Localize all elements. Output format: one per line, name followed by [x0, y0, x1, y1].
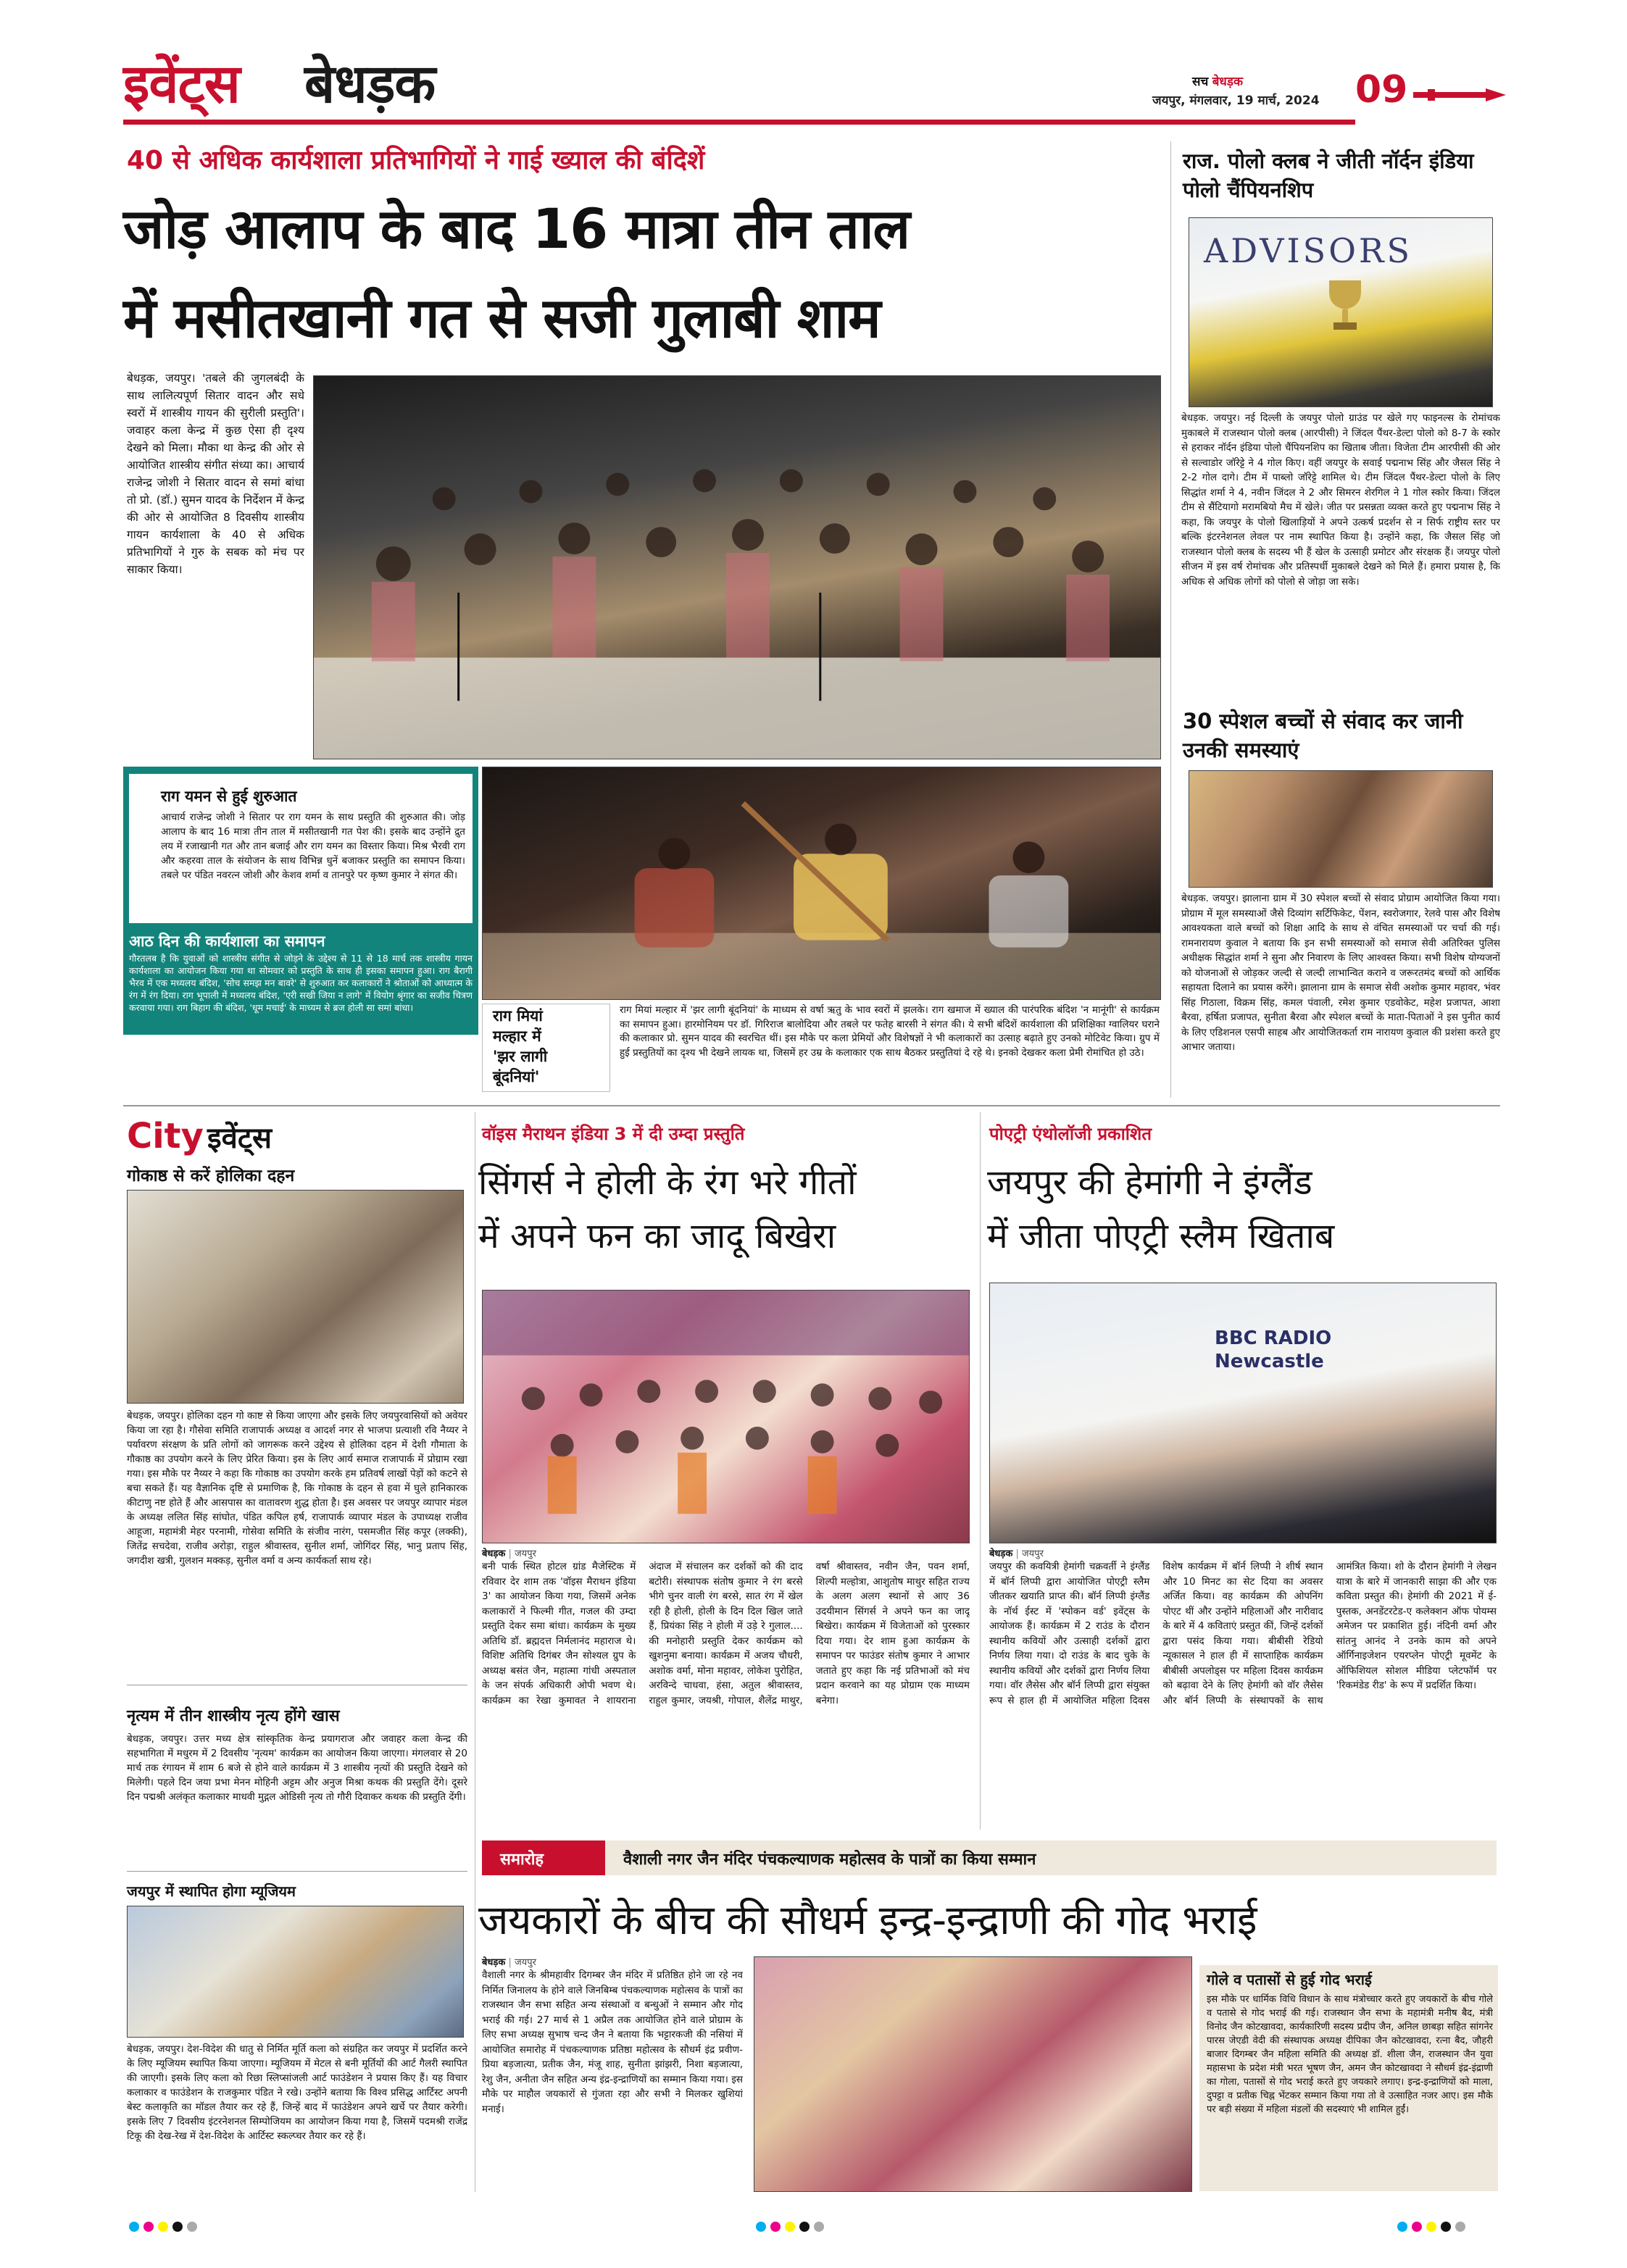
tagline-prefix: सच — [1192, 75, 1209, 89]
lead-kicker: 40 से अधिक कार्यशाला प्रतिभागियों ने गाई ख्याल की बंदिशें — [127, 146, 705, 175]
lead-headline-line1: जोड़ आलाप के बाद 16 मात्रा तीन ताल — [123, 196, 910, 261]
lead-tail-text: राग मियां मल्हार में 'झर लागी बूंदनियां' के माध्यम से वर्षा ऋतु के भाव स्वरों में झलके। राग खमाज में ख्याल की पारंपरिक बंदिश 'न मानूंगी' से कार्यक्रम का समापन हुआ। हारमोनियम पर डॉ. गिरिराज बालोदिया और तबले पर फतेह बारसी ने संगत की। ये सभी बंदिशें कार्यशाला की प्रशिक्षिका ग्वालियर घराने की कलाकार प्रो. सुमन यादव की स्वरचित थीं। इस मौके पर कला प्रेमियों और विशेषज्ञों ने भी कलाकारों का उत्साह बढ़ाते हुए उनको मोटिवेट किया। ग्रुप में हुई प्रस्तुतियों का दृश्य भी देखने लायक था, जिसमें हर उम्र के कलाकार एक साथ बैठकर प्रस्तुतियां दे रहे थे। इनको देखकर कला प्रेमी रोमांचित हो उठे। — [620, 1004, 1160, 1059]
poetry-headline-line1: जयपुर की हेमांगी ने इंग्लैंड — [987, 1162, 1312, 1203]
jain-body: वैशाली नगर के श्रीमहावीर दिगम्बर जैन मंदिर में प्रतिष्ठित होने जा रहे नव निर्मित जिनालय के होने वाले जिनबिम्ब पंचकल्याणक महोत्सव के पात्रों का राजस्थान जैन सभा सहित अन्य संस्थाओं व बन्धुओं ने सम्मान और गोद भराई की गई। 27 मार्च से 1 अप्रैल तक आयोजित होने वाले प्रोग्राम के लिए सभा अध्यक्ष सुभाष चन्द जैन ने बताया कि भट्टारकजी की नसियां में आयोजित समारोह में पंचकल्याणक प्रतिष्ठा महोत्सव के सौधर्म इंद्र प्रवीण-प्रिया बड़जात्या, प्रतीक जैन, मंजू शाह, सुनीता झांझरी, निशा बड़जात्या, रेशु जैन, अनीता जैन सहित अन्य इंद्र-इन्द्राणियों का सम्मान किया गया। इस मौके पर माहौल जयकारों से गुंजता रहा और सभी ने मिलकर खुशियां मनाई। — [482, 1969, 743, 2115]
masthead-dateline: जयपुर, मंगलवार, 19 मार्च, 2024 — [1152, 93, 1320, 108]
column-rule-right — [1170, 141, 1171, 1098]
jain-tag-label: समारोह — [500, 1851, 544, 1869]
lead-photo-musicians — [482, 767, 1161, 1000]
masthead-rule — [123, 120, 1355, 125]
magenta-dot-icon — [1412, 2222, 1422, 2232]
voice-body: बनी पार्क स्थित होटल ग्रांड मैजेस्टिक में रविवार देर शाम तक 'वॉइस मैराथन इंडिया 3' का आयोजन किया गया, जिसमें अनेक कलाकारों ने फिल्मी गीत, गजल की उम्दा प्रस्तुति देकर समा बांधा। कार्यक्रम के मुख्य अतिथि डॉ. ब्रह्मदत्त निर्मलानंद महाराज थे। विशिष्ट अतिथि दिगंबर जैन सोश्यल ग्रुप के अध्यक्ष बसंत जैन, महात्मा गांधी अस्पताल के जन संपर्क अधिकारी ओपी भवण थे। कार्यक्रम का रेखा कुमावत ने शायराना अंदाज में संचालन कर दर्शकों को की दाद बटोरी। संस्थापक संतोष कुमार ने रंग बरसे भीगे चुनर वाली रंग बरसे, सात रंग में खेल रही है होली, होली के दिन दिल खिल जाते हैं, प्रियंका सिंह ने होली में उड़े रे गुलाल.... की मनोहारी प्रस्तुति देकर कार्यक्रम को खुशनुमा बनाया। कार्यक्रम में अजय चौधरी, अशोक वर्मा, मोना महावर, लोकेश पुरोहित, अरविन्दे चाधवा, हंसा, अतुल श्रीवास्तव, राहुल कुमार, जयश्री, गोपाल, शैलेंद्र माथुर, वर्षा श्रीवास्तव, नवीन जैन, पवन शर्मा, शिल्पी मल्होत्रा, आशुतोष माथुर सहित राज्य के अलग अलग स्थानों से आए 36 उदयीमान सिंगर्स ने अपने फन का जादू बिखेरा। कार्यक्रम में विजेताओं को पुरस्कार दिया गया। देर शाम हुआ कार्यक्रम के समापन पर फाउंडर संतोष कुमार ने आभार जताते हुए कहा कि नई प्रतिभाओं को मंच प्रदान करवाने का यह प्रोग्राम एक माध्यम बनेगा। — [482, 1561, 970, 1706]
masthead-brand-black: बेधड़क — [304, 53, 436, 115]
poetry-photo — [989, 1283, 1497, 1543]
grey-dot-icon — [814, 2222, 824, 2232]
page-number: 09 — [1355, 68, 1408, 112]
city-museum-head: जयपुर में स्थापित होगा म्यूजियम — [127, 1883, 296, 1900]
city-dance-body: बेधड़क, जयपुर। उत्तर मध्य क्षेत्र सांस्कृतिक केन्द्र प्रयागराज और जवाहर कला केन्द्र की सहभागिता में मधुरम में 2 दिवसीय 'नृत्यम' कार्यक्रम का आयोजन किया जाएगा। मंगलवार से 20 मार्च तक रंगायन में शाम 6 बजे से होने वाले कार्यक्रम में 3 शास्त्रीय नृत्यों की प्रस्तुति देखने को मिलेगी। पहले दिन जया प्रभा मेनन मोहिनी अट्टम और अनुज मिश्रा कथक की प्रस्तुति देंगे। दूसरे दिन पद्मश्री अलंकृत कलाकार माधवी मुद्गल ओडिसी नृत्य तो गौरी दिवाकर कथक की प्रस्तुति देंगी। — [127, 1733, 467, 1803]
column-rule-center — [980, 1112, 981, 1830]
city-museum-divider — [127, 1871, 467, 1872]
black-dot-icon — [172, 2222, 183, 2232]
poetry-byline-city: जयपुर — [1022, 1548, 1044, 1559]
tagline-suffix: बेधड़क — [1212, 75, 1244, 89]
pull-quote-line3: 'झर लागी — [493, 1048, 548, 1065]
city-museum-body: बेधड़क, जयपुर। देश-विदेश की धातु से निर्मित मूर्ति कला को संग्रहित कर जयपुर में प्रदर्शित करने के लिए म्यूजियम स्थापित किया जाएगा। म्यूजियम में मेटल से बनी मूर्तियों की आर्ट गैलरी स्थापित की जाएगी। इसके लिए कला को रिछा स्लिप्सांजली आर्ट फाउंडेशन ने प्रयास किए हैं। यह विचार कलाकार व फाउंडेशन के राजकुमार पंडित ने रखे। उन्होंने बताया कि विश्व प्रसिद्ध आर्टिस्ट अपनी बेस्ट कलाकृति का मॉडल तैयार कर रहे हैं, जिन्हें बाद में फाउंडेशन अपने खर्चे पर तैयार करेगी। इसके लिए 7 दिवसीय इंटरनेशनल सिम्पोजियम का आयोजन किया गया है, जिसमें पदमश्री राजेंद्र टिकू की देख-रेख में देश-विदेश के आर्टिस्ट स्कल्प्चर तैयार कर रहे हैं। — [127, 2043, 467, 2142]
pull-quote-line4: बूंदनियां' — [493, 1068, 540, 1085]
voice-headline-line1: सिंगर्स ने होली के रंग भरे गीतों — [478, 1162, 857, 1203]
polo-headline: राज. पोलो क्लब ने जीती नॉर्दन इंडिया पोलो चैंपियनशिप — [1183, 149, 1474, 202]
voice-photo — [482, 1290, 970, 1543]
voice-kicker: वॉइस मैराथन इंडिया 3 में दी उम्दा प्रस्तुति — [482, 1124, 745, 1144]
yellow-dot-icon — [1426, 2222, 1436, 2232]
voice-byline-bold: बेधड़क — [482, 1548, 506, 1559]
city-logo — [127, 1116, 272, 1156]
polo-photo — [1189, 217, 1493, 407]
box2-title: आठ दिन की कार्यशाला का समापन — [129, 933, 325, 950]
masthead-brand-red: इवेंट्स — [123, 53, 240, 115]
jain-byline — [482, 1955, 536, 1968]
children-body: बेधड़क. जयपुर। झालाना ग्राम में 30 स्पेशल बच्चों से संवाद प्रोग्राम आयोजित किया गया। प्रोग्राम में मूल समस्याओं जैसे दिव्यांग सर्टिफिकेट, पेंशन, स्वरोजगार, रेलवे पास और विशेष आवश्यकता वाले बच्चों को शिक्षा आदि के साथ से वंचित समस्याओं पर चर्चा की गई। रामनारायण कुवाल ने बताया कि इन सभी समस्याओं को समाज सेवी अतिरिक्त पुलिस अधीक्षक सिद्धांत शर्मा ने सुना और निवारण के लिए आश्वस्त किया। सभी विशेष योग्यजनों को योजनाओं से जोड़कर जल्दी से जल्दी लाभान्वित कराने व जरूरतमंद बच्चों को आर्थिक सहायता दिलाने का प्रयास करेंगे। झालाना ग्राम के समाज सेवी अशोक कुमार महावर, भंवर सिंह गिठाला, विक्रम सिंह, कमल पंवाली, रमेश कुमार एडवोकेट, महेश प्रजापत, आशा बैरवा, हर्षिता प्रजापत, सुनीता बैरवा और स्पेशल बच्चों के माता-पिताओं ने इस पुनीत कार्य के लिए एडिशनल एसपी साहब और आयोजितकर्ता राम नारायण कुवाल की प्रशंसा करते हुए आभार जताया। — [1181, 893, 1500, 1053]
box1-text: आचार्य राजेन्द्र जोशी ने सितार पर राग यमन के साथ प्रस्तुति की शुरुआत की। जोड़ आलाप के बाद 16 मात्रा तीन ताल में मसीतखानी गत पेश की। इसके बाद उन्होंने द्रुत लय में रजाखानी गत और तान बजाई और राग यमन का विस्तार किया। मिश्र भैरवी राग और कहरवा ताल के संयोजन के साथ विभिन्न धुनें बजाकर प्रस्तुति का समापन किया। तबले पर पंडित नवरत्न जोशी और केशव शर्मा व तानपुरे पर कृष्ण कुमार ने संगत की। — [161, 812, 465, 881]
jain-photo — [754, 1956, 1192, 2192]
grey-dot-icon — [1455, 2222, 1465, 2232]
cyan-dot-icon — [1397, 2222, 1407, 2232]
city-dance-head: नृत्यम में तीन शास्त्रीय नृत्य होंगे खास — [127, 1707, 340, 1725]
black-dot-icon — [1441, 2222, 1451, 2232]
pull-quote-line2: मल्हार में — [493, 1027, 541, 1045]
polo-photo-text: ADVISORS — [1204, 231, 1413, 270]
registration-marks-left — [127, 2221, 199, 2235]
cyan-dot-icon — [129, 2222, 139, 2232]
jain-byline-city: जयपुर — [515, 1957, 536, 1968]
yellow-dot-icon — [785, 2222, 795, 2232]
pull-quote-line1: राग मियां — [493, 1007, 543, 1025]
jain-headline: जयकारों के बीच की सौधर्म इन्द्र-इन्द्राणी की गोद भराई — [478, 1897, 1257, 1944]
singers-photo-art — [314, 376, 1160, 759]
cyan-dot-icon — [756, 2222, 766, 2232]
poetry-kicker: पोएट्री एंथोलॉजी प्रकाशित — [989, 1124, 1152, 1144]
black-dot-icon — [799, 2222, 810, 2232]
children-headline: 30 स्पेशल बच्चों से संवाद कर जानी उनकी समस्याएं — [1183, 709, 1463, 762]
city-holi-body: बेधड़क, जयपुर। होलिका दहन गो काष्ट से किया जाएगा और इसके लिए जयपुरवासियों को अवेयर किया जा रहा है। गौसेवा समिति राजापार्क अध्यक्ष व आदर्श नगर से भाजपा प्रत्याशी रवि नैय्यर ने पर्यावरण संरक्षण के प्रति लोगों को जागरूक करने उद्देश्य से होलिका दहन में देशी गौमाता के गौकाष्ठ का उपयोग करने के लिए प्रेरित किया। इस के लिए आर्य समाज राजापार्क में प्रोग्राम रखा गया। इस मौके पर नैय्यर ने कहा कि गोकाष्ठ का उपयोग करके हम प्रतिवर्ष लाखों पेड़ों को कटने से बचा सकते हैं। यह वैज्ञानिक दृष्टि से प्रमाणिक है, कि गोकाष्ठ के दहन से हवा में घुले हानिकारक कीटाणु नष्ट होते हैं और आसपास का वातावरण शुद्ध होता है। इस अवसर पर जयपुर व्यापार मंडल के अध्यक्ष ललित सिंह सांघोत, पंडित कपिल हर्ष, राजापार्क व्यापार मंडल के उपाध्यक्ष राजीव आहूजा, महामंत्री मेहर परनामी, गोसेवा समिति के संजीव नारंग, पसमजीत सिंह कपूर (लक्की), जितेंद्र सचदेवा, राजीव अरोड़ा, राहुल श्रीवास्तव, सुनील शर्मा, जोगिंदर सिंह, भानु प्रताप सिंह, जगदीश खत्री, गुलशन मक्कड़, सुनील वर्मा व अन्य कार्यकर्ता साथ रहे। — [127, 1410, 467, 1567]
box2-text: गौरतलब है कि युवाओं को शास्त्रीय संगीत से जोड़ने के उद्देश्य से 11 से 18 मार्च तक शास्त्रीय गायन कार्यशाला का आयोजन किया गया था सोमवार को प्रस्तुति के साथ ही इसका समापन हुआ। राग बैरागी भैरव में एक मध्यलय बंदिश, 'सोच समझ मन बावरे' से शुरुआत कर कलाकारों ने श्रोताओं को आध्यात्म के रंग में रंग दिया। राग भूपाली में मध्यलय बंदिश, 'एरी सखी जिया न लागे' में वियोग श्रृंगार का सजीव चित्रण करवाया गया। राग बिहाग की बंदिश, 'धूम मचाई' के माध्यम से ब्रज होली सा समां बांधा। — [129, 953, 473, 1013]
children-photo — [1189, 770, 1493, 888]
jain-byline-sep: | — [505, 1957, 515, 1968]
trophy-icon — [1323, 276, 1367, 334]
jain-kicker: वैशाली नगर जैन मंदिर पंचकल्याणक महोत्सव के पात्रों का किया सम्मान — [623, 1851, 1036, 1869]
voice-byline — [482, 1546, 536, 1559]
yellow-dot-icon — [158, 2222, 168, 2232]
city-holi-photo — [127, 1190, 464, 1404]
registration-marks-center — [754, 2221, 826, 2235]
jain-box-title: गोले व पतासों से हुई गोद भराई — [1207, 1971, 1372, 1988]
magenta-dot-icon — [143, 2222, 154, 2232]
section-divider-mid — [123, 1105, 1500, 1106]
city-museum-photo — [127, 1906, 464, 2038]
masthead-tagline — [1192, 72, 1243, 89]
jain-byline-bold: बेधड़क — [482, 1957, 506, 1968]
masthead — [123, 43, 1500, 123]
city-holi-head: गोकाष्ठ से करें होलिका दहन — [127, 1167, 295, 1185]
jain-box-text: इस मौके पर धार्मिक विधि विधान के साथ मंत्रोच्चार करते हुए जयकारों के बीच गोले व पतासे से गोद भराई की गई। राजस्थान जैन सभा के महामंत्री मनीष बैद, मंत्री विनोद जैन कोटखावदा, कार्यकारिणी सदस्य प्रदीप जैन, अनिल छाबड़ा सहित सांगनेर पारस जेएडी वेदी की संस्थापक अध्यक्ष दीपिका जैन कोटखावदा, रत्ना बैद, जौहरी बाजार दिगम्बर जैन महिला समिति की अध्यक्ष डॉ. शीला जैन, राजस्थान जैन युवा महासभा के प्रदेश मंत्री भरत भूषण जैन, अमन जैन कोटखावदा ने सौधर्म इंद्र-इंद्राणी का गोला, पतासों से गोद भराई करते हुए जयकारे लगाए। इन्द्र-इन्द्राणियों को माला, दुपट्टा व प्रतीक चिह्न भेंटकर सम्मान किया गया तो वे उत्साहित नजर आए। इस मौके पर बड़ी संख्या में महिला मंडलों की सदस्याएं भी शामिल हुईं। — [1207, 1994, 1493, 2115]
poetry-headline-line2: में जीता पोएट्री स्लैम खिताब — [987, 1216, 1335, 1256]
voice-byline-city: जयपुर — [515, 1548, 536, 1559]
voice-headline-line2: में अपने फन का जादू बिखेरा — [478, 1216, 836, 1256]
lead-photo-singers — [313, 375, 1161, 759]
poetry-byline-bold: बेधड़क — [989, 1548, 1013, 1559]
lead-headline-line2: में मसीतखानी गत से सजी गुलाबी शाम — [123, 285, 881, 350]
magenta-dot-icon — [770, 2222, 781, 2232]
lead-intro: बेधड़क, जयपुर। 'तबले की जुगलबंदी के साथ लालित्यपूर्ण सितार वादन और सधे स्वरों में शास्त्रीय गायन की सुरीली प्रस्तुति'। जवाहर कला केन्द्र में कुछ ऐसा ही दृश्य देखने को मिला। मौका था केन्द्र की ओर से आयोजित शास्त्रीय संगीत संध्या का। आचार्य राजेन्द्र जोशी ने सितार वादन से समां बांधा तो प्रो. (डॉ.) सुमन यादव के निर्देशन में केन्द्र की ओर से आयोजित 8 दिवसीय शास्त्रीय गायन कार्यशाला के 40 से अधिक प्रतिभागियों ने गुरु के सबक को मंच पर साकार किया। — [127, 372, 304, 576]
poetry-body: जयपुर की कवयित्री हेमांगी चक्रवर्ती ने इंग्लैंड में बॉर्न लिप्पी द्वारा आयोजित पोएट्री स्लैम जीतकर खयाति प्राप्त की। बॉर्न लिप्पी इंग्लैंड के नॉर्थ ईस्ट में 'स्पोकन वर्ड' इवेंट्स के आयोजक हैं। कार्यक्रम में 2 राउंड के दौरान स्थानीय कवियों और उत्साही दर्शकों द्वारा निर्णय लिया गया। दो राउंड के बाद चुके के स्थानीय कवियों और दर्शकों द्वारा निर्णय लिया गया। वॉर लैसेस और बॉर्न लिप्पी द्वारा संयुक्त रूप से हाल ही में आयोजित महिला दिवस विशेष कार्यक्रम में बॉर्न लिप्पी ने शीर्ष स्थान और 10 मिनट का सेट दिया का अवसर अर्जित किया। वह कार्यक्रम की ओपनिंग पोएट थीं और उन्होंने महिलाओं और नारीवाद के बारे में 4 कविताएं प्रस्तुत कीं, जिन्हें दर्शकों द्वारा पसंद किया गया। बीबीसी रेडियो न्यूकासल ने हाल ही में साप्ताहिक कार्यक्रम बीबीसी अपलोड्स पर महिला दिवस कार्यक्रम को बढ़ावा देने के लिए हेमांगी को वॉर लैसेस और बॉर्न लिप्पी के संस्थापकों के साथ आमंत्रित किया। शो के दौरान हेमांगी ने लेखन यात्रा के बारे में जानकारी साझा की और एक कविता प्रस्तुत की। हेमांगी की 2021 में ई-पुस्तक, अनडेंटरटेड-ए कलेक्शन ऑफ पोयम्स अमेजन पर प्रकाशित हुई। नंदिनी वर्मा और सांतनु आनंद ने उनके काम को अपने ऑर्गिनाइजेशन एयरप्लेन पोएट्री मूवमेंट के ऑफिशियल सोशल मीडिया प्लेटफॉर्म पर 'रिकमंडेड रीड' के रूप में प्रदर्शित किया। — [989, 1561, 1497, 1706]
voice-byline-sep: | — [505, 1548, 515, 1559]
voice-photo-art — [483, 1291, 969, 1543]
polo-body: बेधड़क. जयपुर। नई दिल्ली के जयपुर पोलो ग्राउंड पर खेले गए फाइनल्स के रोमांचक मुकाबले में राजस्थान पोलो क्लब (आरपीसी) ने जिंदल पैंथर-डेल्टा पोलो को 8-7 के स्कोर से हराकर नॉर्दन इंडिया पोलो चैंपियनशिप का खिताब जीता। विजेता टीम आरपीसी की ओर से सल्वाडोर जॉरेट्टे ने 4 गोल किए। वहीं जयपुर के सवाई पद्मनाभ सिंह और जैसल सिंह ने 2-2 गोल दागे। टीम में पाब्लो जॉरेट्टे शामिल थे। टीम जिंदल पैंथर-डेल्टा पोलो के लिए सिद्धांत शर्मा ने 4, नवीन जिंदल ने 2 और सिमरन शेरगिल ने 1 गोल स्कोर किया। जिंदल टीम से सैंटियागो मरामबियो मैच में खेले। जीत पर प्रसन्नता व्यक्त करते हुए पद्मनाभ सिंह ने कहा, कि जयपुर के पोलो खिलाड़ियों ने अपने उत्कर्ष प्रदर्शन से न सिर्फ राष्ट्रीय स्तर पर बल्कि इंटरनेशनल लेवल पर नाम स्थापित किया है। उन्होंने कहा, कि जैसल सिंह जो राजस्थान पोलो क्लब के सदस्य भी हैं खेल के उत्साही प्रमोटर और संरक्षक हैं। जयपुर पोलो सीजन में इस वर्ष रोमांचक और प्रतिस्पर्धी मुकाबले देखने को मिले हैं। हमारा प्रयास है, कि अधिक से अधिक लोगों को पोलो से जोड़ा जा सके। — [1181, 412, 1500, 588]
pen-nib-icon — [1413, 86, 1507, 104]
poetry-photo-text: BBC RADIO Newcastle — [1215, 1327, 1332, 1372]
city-logo-events: इवेंट्स — [207, 1122, 272, 1155]
poetry-byline-sep: | — [1012, 1548, 1023, 1559]
city-logo-city: City — [127, 1116, 204, 1156]
poetry-byline — [989, 1546, 1044, 1559]
registration-marks-right — [1395, 2221, 1468, 2235]
grey-dot-icon — [187, 2222, 197, 2232]
box1-title: राग यमन से हुई शुरुआत — [161, 788, 297, 805]
musicians-photo-art — [483, 767, 1160, 999]
